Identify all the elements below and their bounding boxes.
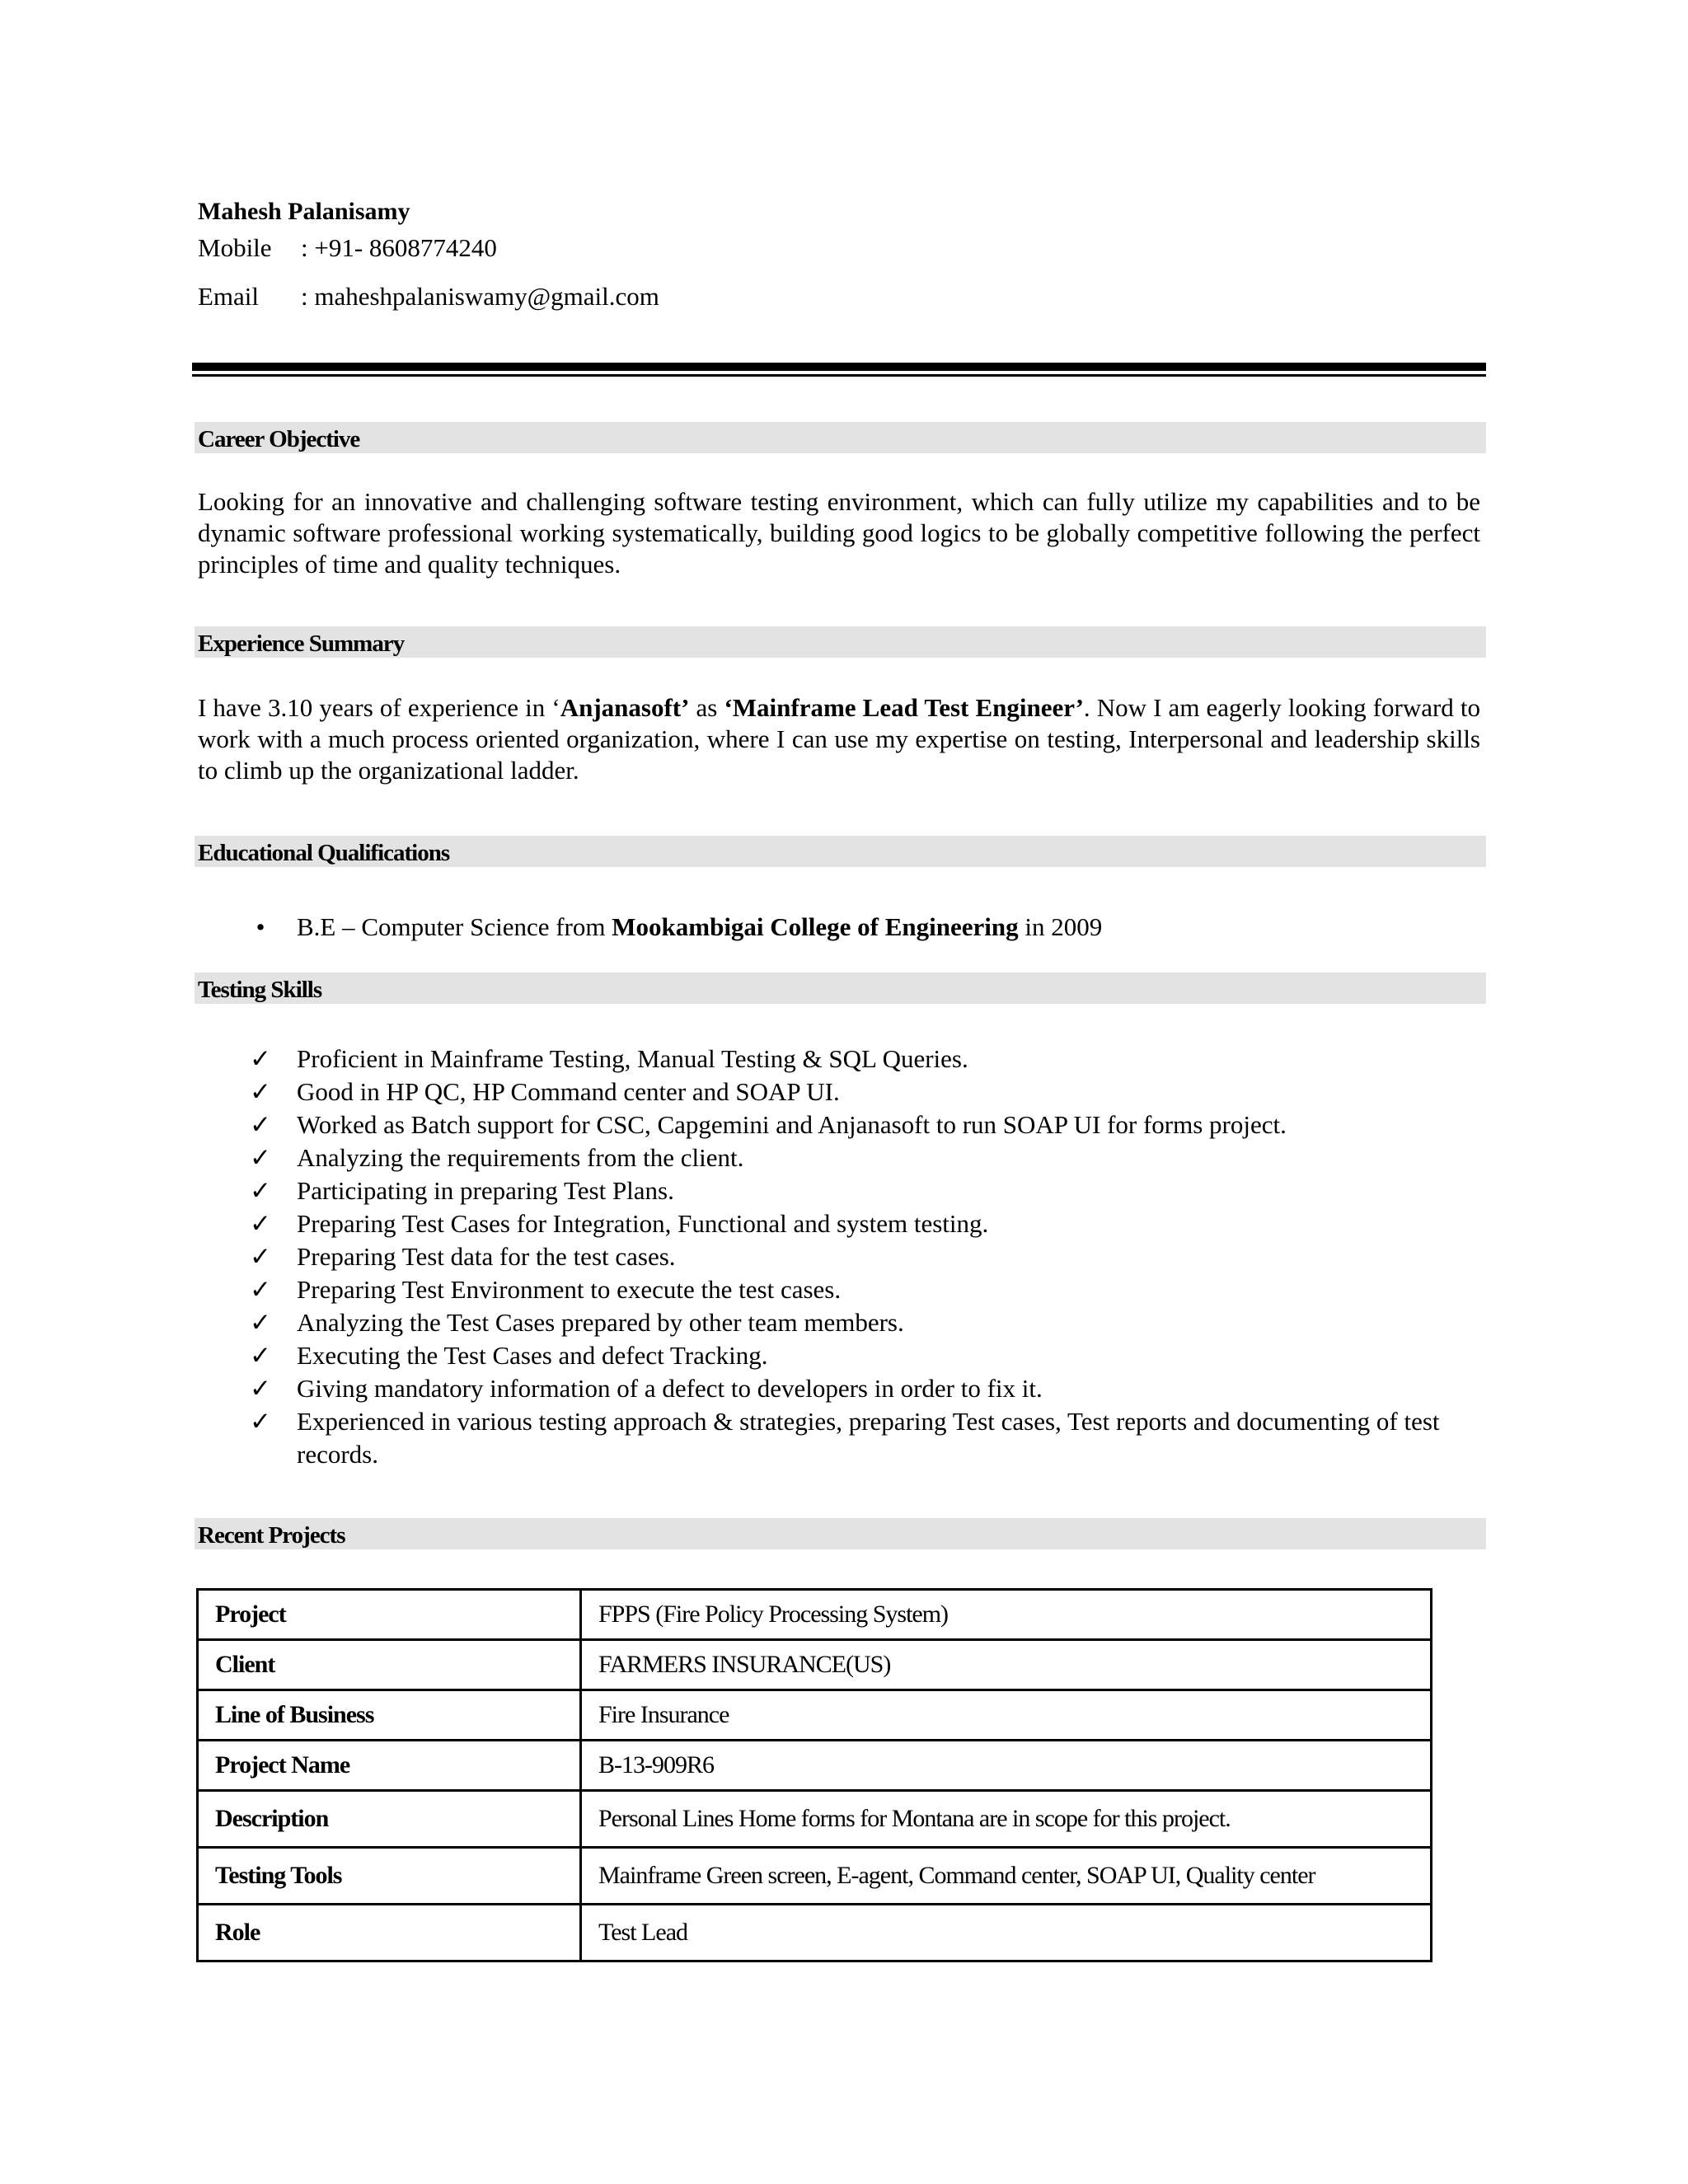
experience-summary-heading: Experience Summary <box>195 626 1486 658</box>
header-divider-thin <box>192 374 1486 377</box>
check-icon: ✓ <box>250 1341 271 1370</box>
list-item <box>198 1306 1484 1339</box>
table-key: Testing Tools <box>198 1848 581 1905</box>
table-key: Project Name <box>198 1741 581 1791</box>
career-objective-text: Looking for an innovative and challenging software testing environment, which can fully utilize my capabilities and to be dynamic software professional working systematically, building good logics to be globally competitive following the perfect principles of time and quality techniques. <box>198 487 1480 579</box>
check-icon: ✓ <box>250 1044 271 1073</box>
email-value: : maheshpalaniswamy@gmail.com <box>301 282 659 311</box>
table-value: FARMERS INSURANCE(US) <box>581 1640 1432 1690</box>
skill-text: Worked as Batch support for CSC, Capgemini and Anjanasoft to run SOAP UI for forms project. <box>297 1110 1287 1139</box>
college-name: Mookambigai College of Engineering <box>612 912 1019 941</box>
check-icon: ✓ <box>250 1308 271 1337</box>
list-item <box>198 911 1484 944</box>
skill-text: Preparing Test Cases for Integration, Functional and system testing. <box>297 1209 989 1238</box>
skill-text: Proficient in Mainframe Testing, Manual Testing & SQL Queries. <box>297 1044 968 1073</box>
list-item <box>198 1273 1484 1306</box>
list-item <box>198 1207 1484 1240</box>
mobile-row <box>198 233 497 263</box>
skill-text: Analyzing the Test Cases prepared by other team members. <box>297 1308 904 1337</box>
degree-text: B.E – Computer Science from <box>297 912 612 941</box>
table-row <box>198 1690 1432 1741</box>
job-role: ‘Mainframe Lead Test Engineer’ <box>724 693 1084 722</box>
check-icon: ✓ <box>250 1077 271 1106</box>
table-row <box>198 1905 1432 1961</box>
check-icon: ✓ <box>250 1110 271 1139</box>
skill-text: Preparing Test data for the test cases. <box>297 1242 676 1271</box>
skill-text: Analyzing the requirements from the client. <box>297 1143 744 1172</box>
table-key: Role <box>198 1905 581 1961</box>
experience-text-part: I have 3.10 years of experience in ‘ <box>198 693 560 722</box>
project-details-table <box>196 1588 1432 1962</box>
list-item <box>198 1076 1484 1108</box>
experience-text-part: . Now I am eagerly looking forward to work with a much process oriented organization, where I can use my expertise on testing, Interpersonal and leadership skills to climb up the organizational ladder. <box>198 693 1480 785</box>
experience-summary-text <box>198 692 1480 786</box>
education-list <box>198 911 1484 944</box>
header-divider-thick <box>192 363 1486 371</box>
check-icon: ✓ <box>250 1143 271 1172</box>
list-item <box>198 1108 1484 1141</box>
table-key: Client <box>198 1640 581 1690</box>
degree-year: in 2009 <box>1018 912 1103 941</box>
candidate-name: Mahesh Palanisamy <box>198 198 410 225</box>
table-value: Mainframe Green screen, E-agent, Command center, SOAP UI, Quality center <box>581 1848 1432 1905</box>
bullet-icon: • <box>256 912 265 941</box>
table-value: Test Lead <box>581 1905 1432 1961</box>
table-key: Description <box>198 1791 581 1848</box>
skill-text: Giving mandatory information of a defect to developers in order to fix it. <box>297 1374 1043 1403</box>
skill-text: Experienced in various testing approach & strategies, preparing Test cases, Test reports and documenting of test records. <box>297 1407 1440 1469</box>
list-item <box>198 1372 1484 1405</box>
list-item <box>198 1405 1484 1471</box>
recent-projects-heading: Recent Projects <box>195 1518 1486 1549</box>
skill-text: Good in HP QC, HP Command center and SOAP UI. <box>297 1077 840 1106</box>
testing-skills-heading: Testing Skills <box>195 972 1486 1004</box>
table-row <box>198 1640 1432 1690</box>
mobile-value: : +91- 8608774240 <box>301 233 497 262</box>
skill-text: Participating in preparing Test Plans. <box>297 1176 674 1205</box>
check-icon: ✓ <box>250 1209 271 1238</box>
education-heading: Educational Qualifications <box>195 836 1486 867</box>
table-key: Line of Business <box>198 1690 581 1741</box>
check-icon: ✓ <box>250 1407 271 1436</box>
skill-text: Executing the Test Cases and defect Tracking. <box>297 1341 768 1370</box>
list-item <box>198 1141 1484 1174</box>
table-row <box>198 1590 1432 1640</box>
check-icon: ✓ <box>250 1374 271 1403</box>
career-objective-heading: Career Objective <box>195 422 1486 453</box>
check-icon: ✓ <box>250 1275 271 1304</box>
experience-text-part: as <box>689 693 724 722</box>
mobile-label: Mobile <box>198 233 272 262</box>
table-row <box>198 1791 1432 1848</box>
email-row <box>198 282 659 312</box>
table-value: FPPS (Fire Policy Processing System) <box>581 1590 1432 1640</box>
table-value: B-13-909R6 <box>581 1741 1432 1791</box>
list-item <box>198 1240 1484 1273</box>
list-item <box>198 1174 1484 1207</box>
table-value: Fire Insurance <box>581 1690 1432 1741</box>
table-key: Project <box>198 1590 581 1640</box>
list-item <box>198 1043 1484 1076</box>
table-value: Personal Lines Home forms for Montana are in scope for this project. <box>581 1791 1432 1848</box>
skill-text: Preparing Test Environment to execute the test cases. <box>297 1275 842 1304</box>
company-name: Anjanasoft’ <box>560 693 690 722</box>
table-row <box>198 1848 1432 1905</box>
table-row <box>198 1741 1432 1791</box>
testing-skills-list <box>198 1043 1484 1471</box>
list-item <box>198 1339 1484 1372</box>
email-label: Email <box>198 282 260 311</box>
check-icon: ✓ <box>250 1176 271 1205</box>
check-icon: ✓ <box>250 1242 271 1271</box>
